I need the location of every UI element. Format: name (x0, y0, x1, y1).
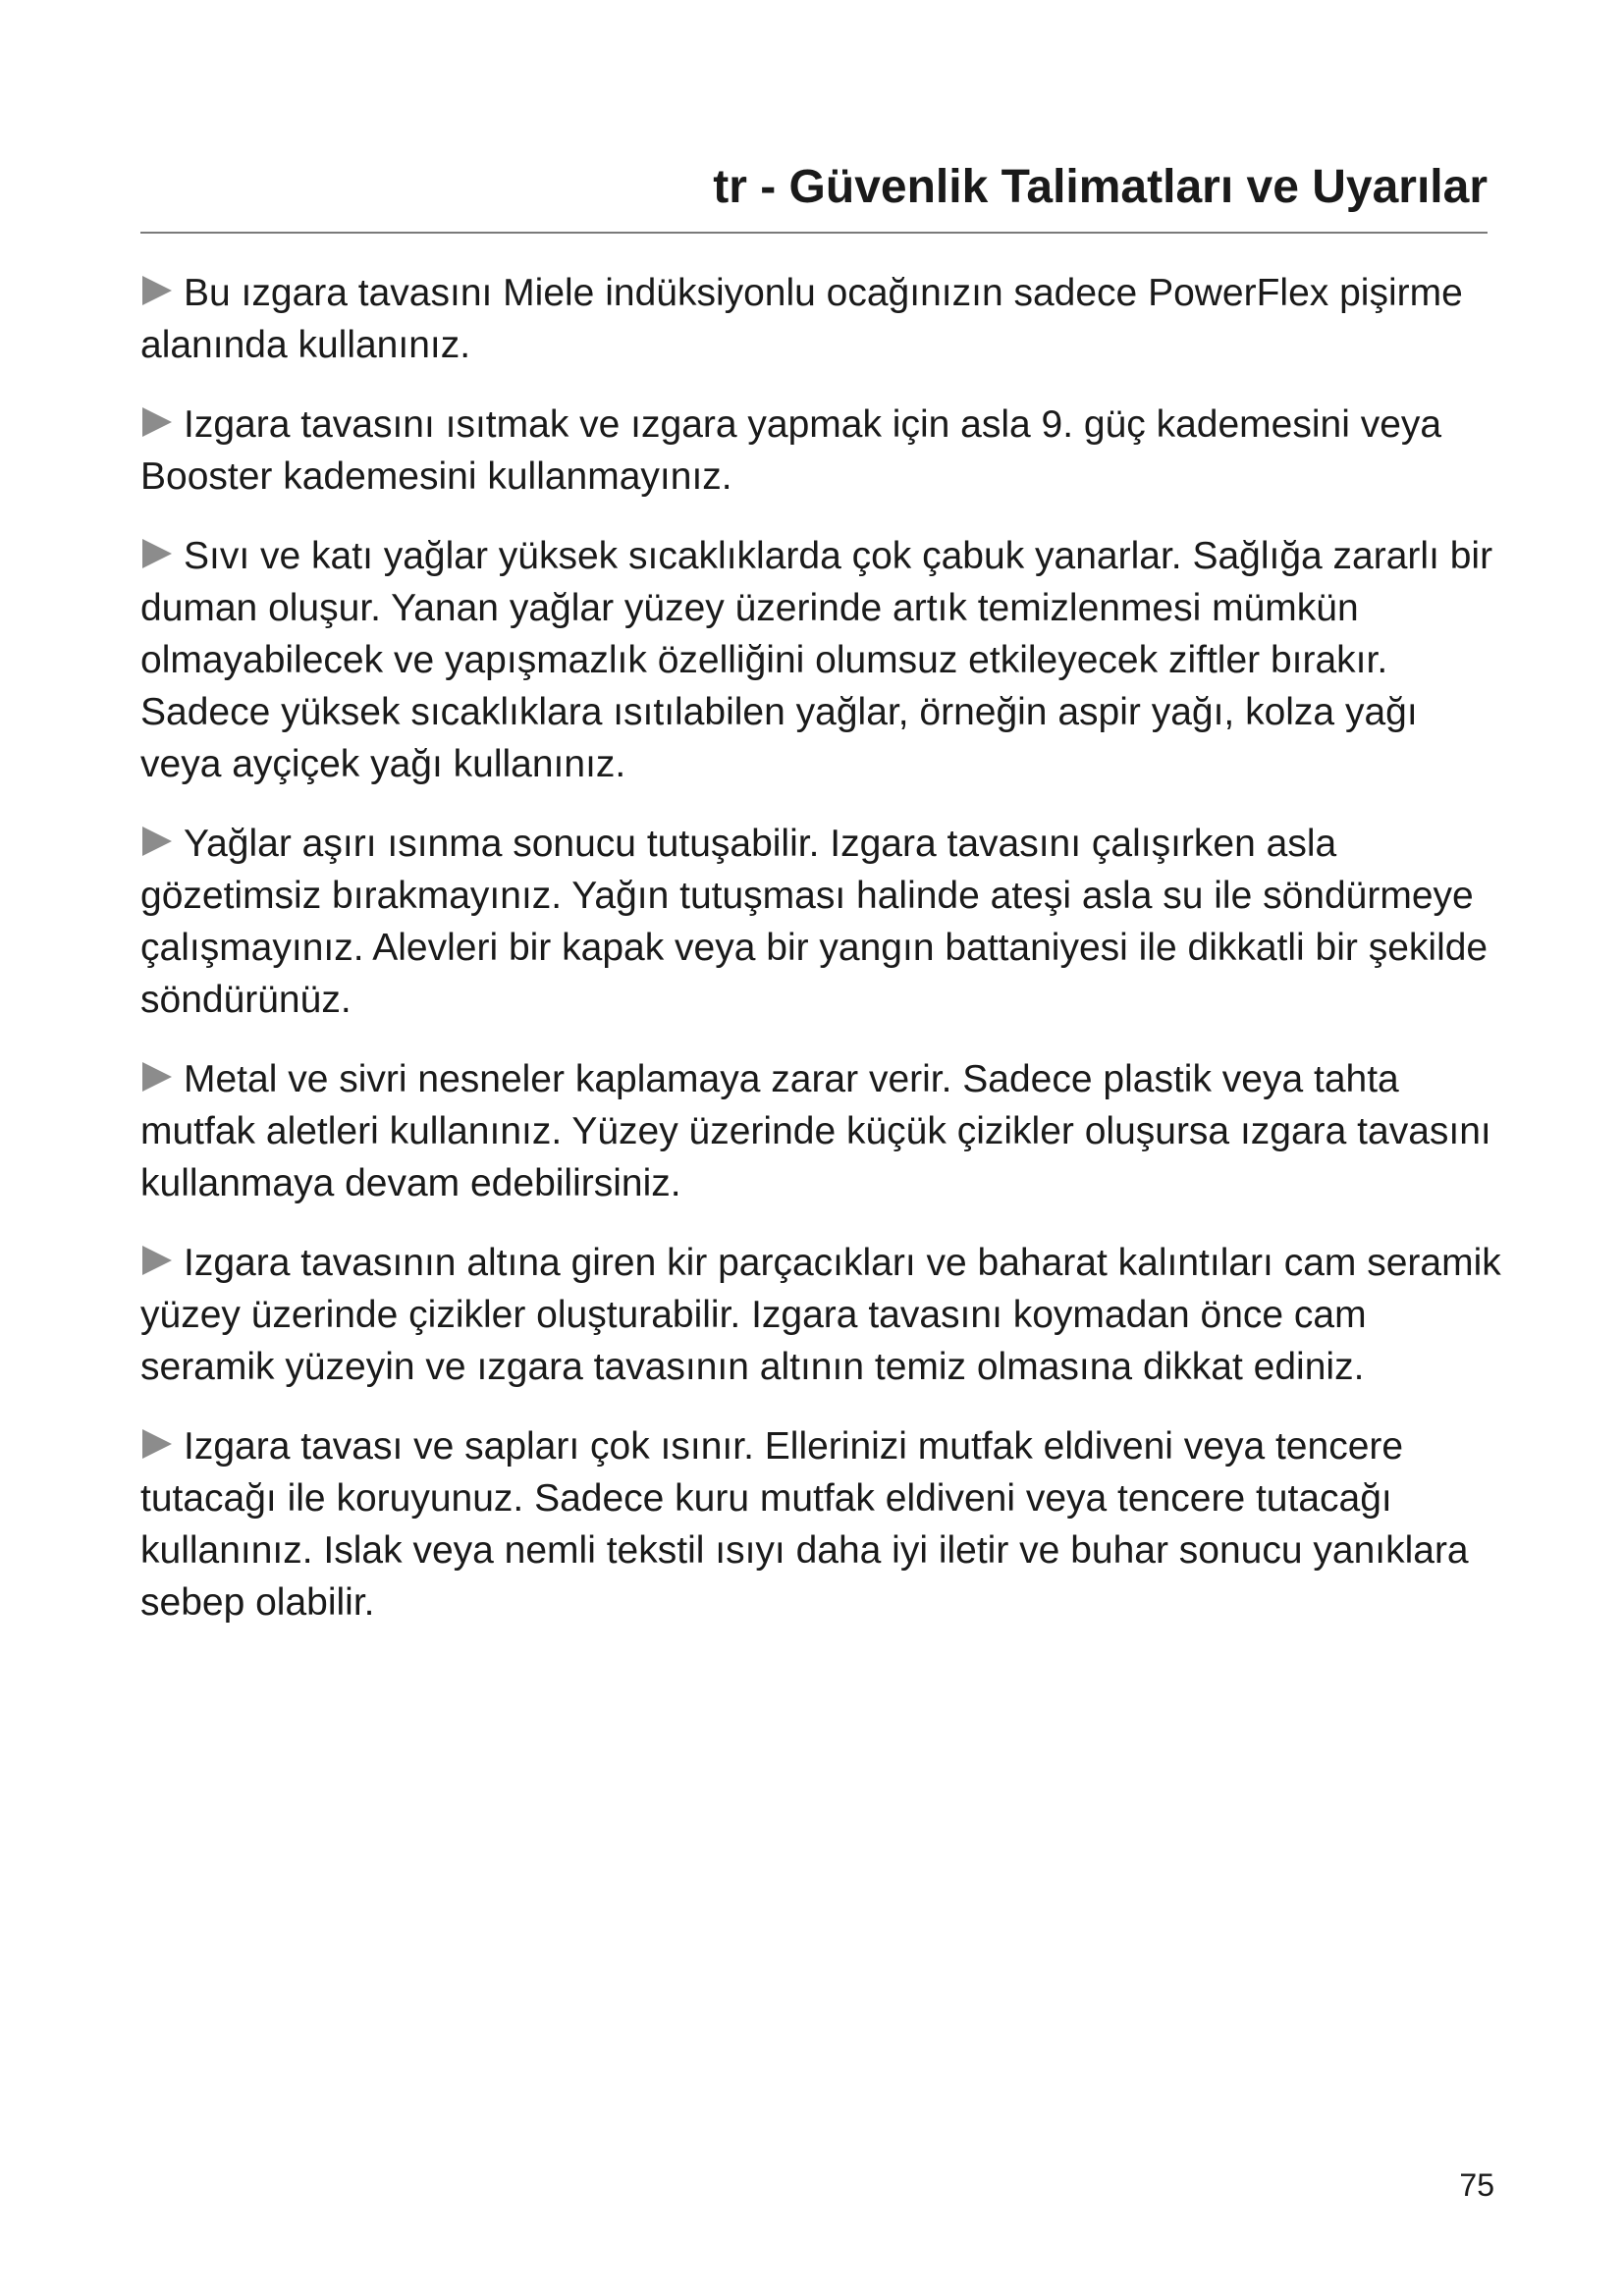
warning-text: Sıvı ve katı yağlar yüksek sıcaklıklarda çok çabuk yanarlar. Sağlığa zararlı bir duman oluşur. Yanan yağlar yüzey üzerinde artık temizlenmesi mümkün olmayabilecek ve yapışmazlık özelliğini olumsuz etkileyecek ziftler bırakır. Sadece yüksek sıcaklıklara ısıtılabilen yağlar, örneğin aspir yağı, kolza yağı veya ayçiçek yağı kullanınız. (140, 535, 1493, 785)
warning-item (140, 1237, 1505, 1393)
warning-item (140, 530, 1505, 790)
warning-text: Izgara tavasının altına giren kir parçacıkları ve baharat kalıntıları cam seramik yüzey üzerinde çizikler oluşturabilir. Izgara tavasını koymadan önce cam seramik yüzeyin ve ızgara tavasının altının temiz olmasına dikkat ediniz. (140, 1242, 1501, 1388)
page-title: tr - Güvenlik Talimatları ve Uyarılar (713, 161, 1488, 213)
warning-item (140, 1420, 1505, 1629)
triangle-right-icon (140, 1427, 174, 1461)
warning-text: Metal ve sivri nesneler kaplamaya zarar verir. Sadece plastik veya tahta mutfak aletleri kullanınız. Yüzey üzerinde küçük çizikler oluşursa ızgara tavasını kullanmaya devam edebilirsiniz. (140, 1058, 1491, 1204)
triangle-right-icon (140, 405, 174, 439)
triangle-right-icon (140, 537, 174, 570)
warning-item (140, 818, 1505, 1026)
warning-item (140, 267, 1505, 371)
triangle-right-icon (140, 274, 174, 307)
warning-text: Bu ızgara tavasını Miele indüksiyonlu ocağınızın sadece PowerFlex pişirme alanında kullanınız. (140, 272, 1463, 366)
warning-text: Yağlar aşırı ısınma sonucu tutuşabilir. Izgara tavasını çalışırken asla gözetimsiz bırakmayınız. Yağın tutuşması halinde ateşi asla su ile söndürmeye çalışmayınız. Alevleri bir kapak veya bir yangın battaniyesi ile dikkatli bir şekilde söndürünüz. (140, 823, 1489, 1021)
warning-item (140, 399, 1505, 503)
warning-text: Izgara tavası ve sapları çok ısınır. Ellerinizi mutfak eldiveni veya tencere tutacağı ile koruyunuz. Sadece kuru mutfak eldiveni veya tencere tutacağı kullanınız. Islak veya nemli tekstil ısıyı daha iyi iletir ve buhar sonucu yanıklara sebep olabilir. (140, 1425, 1469, 1624)
triangle-right-icon (140, 1060, 174, 1094)
warning-item (140, 1053, 1505, 1209)
warning-text: Izgara tavasını ısıtmak ve ızgara yapmak için asla 9. güç kademesini veya Booster kademesini kullanmayınız. (140, 403, 1442, 498)
warnings-list (140, 267, 1505, 1656)
triangle-right-icon (140, 1244, 174, 1277)
triangle-right-icon (140, 825, 174, 858)
page-number: 75 (1459, 2167, 1494, 2203)
page-header (140, 147, 1488, 234)
